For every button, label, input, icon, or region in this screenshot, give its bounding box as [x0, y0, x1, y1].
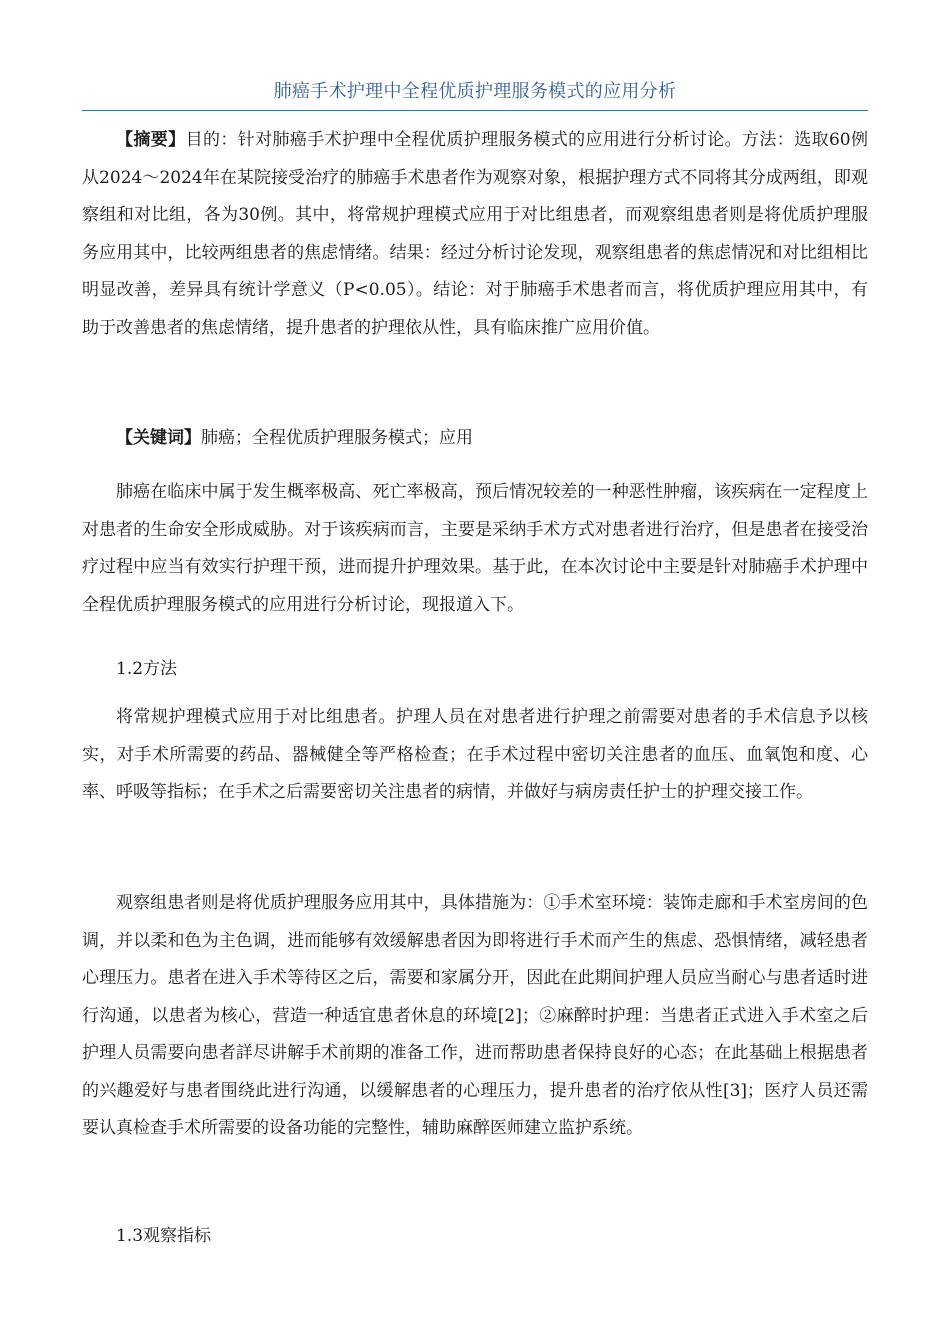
methods-paragraph-observation: 观察组患者则是将优质护理服务应用其中，具体措施为：①手术室环境：装饰走廊和手术室房间的色调，并以柔和色为主色调，进而能够有效缓解患者因为即将进行手术而产生的焦虑、恐惧情绪，减轻患者心理压力。患者在进入手术等待区之后，需要和家属分开，因此在此期间护理人员应当耐心与患者适时进行沟通，以患者为核心，营造一种适宜患者休息的环境[2]；②麻醉时护理：当患者正式进入手术室之后护理人员需要向患者詳尽讲解手术前期的准备工作，进而帮助患者保持良好的心态；在此基础上根据患者的兴趣爱好与患者围绕此进行沟通，以缓解患者的心理压力，提升患者的治疗依从性[3]；医疗人员还需要认真检查手术所需要的设备功能的完整性，辅助麻醉医师建立监护系统。	[82, 893, 868, 1138]
methods-paragraph-control: 将常规护理模式应用于对比组患者。护理人员在对患者进行护理之前需要对患者的手术信息予以核实，对手术所需要的药品、器械健全等严格检查；在手术过程中密切关注患者的血压、血氧饱和度、心率、呼吸等指标；在手术之后需要密切关注患者的病情，并做好与病房责任护士的护理交接工作。	[82, 707, 868, 802]
running-header	[82, 80, 868, 111]
section-heading-methods: 1.2方法	[116, 659, 178, 679]
keywords-text: 肺癌；全程优质护理服务模式；应用	[201, 428, 473, 448]
intro-paragraph: 肺癌在临床中属于发生概率极高、死亡率极高，预后情况较差的一种恶性肿瘤，该疾病在一定程度上对患者的生命安全形成威胁。对于该疾病而言，主要是采纳手术方式对患者进行治疗，但是患者在接受治疗过程中应当有效实行护理干预，进而提升护理效果。基于此，在本次讨论中主要是针对肺癌手术护理中全程优质护理服务模式的应用进行分析讨论，现报道入下。	[82, 482, 868, 615]
abstract-text: 目的：针对肺癌手术护理中全程优质护理服务模式的应用进行分析讨论。方法：选取60例从2024～2024年在某院接受治疗的肺癌手术患者作为观察对象，根据护理方式不同将其分成两组，即观察组和对比组，各为30例。其中，将常规护理模式应用于对比组患者，而观察组患者则是将优质护理服务应用其中，比较两组患者的焦虑情绪。结果：经过分析讨论发现，观察组患者的焦虑情况和对比组相比明显改善，差异具有统计学意义（P<0.05）。结论：对于肺癌手术患者而言，将优质护理应用其中，有助于改善患者的焦虑情绪，提升患者的护理依从性，具有临床推广应用价值。	[82, 130, 868, 338]
abstract-paragraph	[82, 122, 868, 347]
keywords-paragraph	[82, 420, 868, 458]
abstract-label: 【摘要】	[116, 130, 186, 150]
keywords-label: 【关键词】	[116, 428, 201, 448]
section-heading-indicators: 1.3观察指标	[116, 1226, 212, 1246]
header-title: 肺癌手术护理中全程优质护理服务模式的应用分析	[273, 81, 677, 102]
